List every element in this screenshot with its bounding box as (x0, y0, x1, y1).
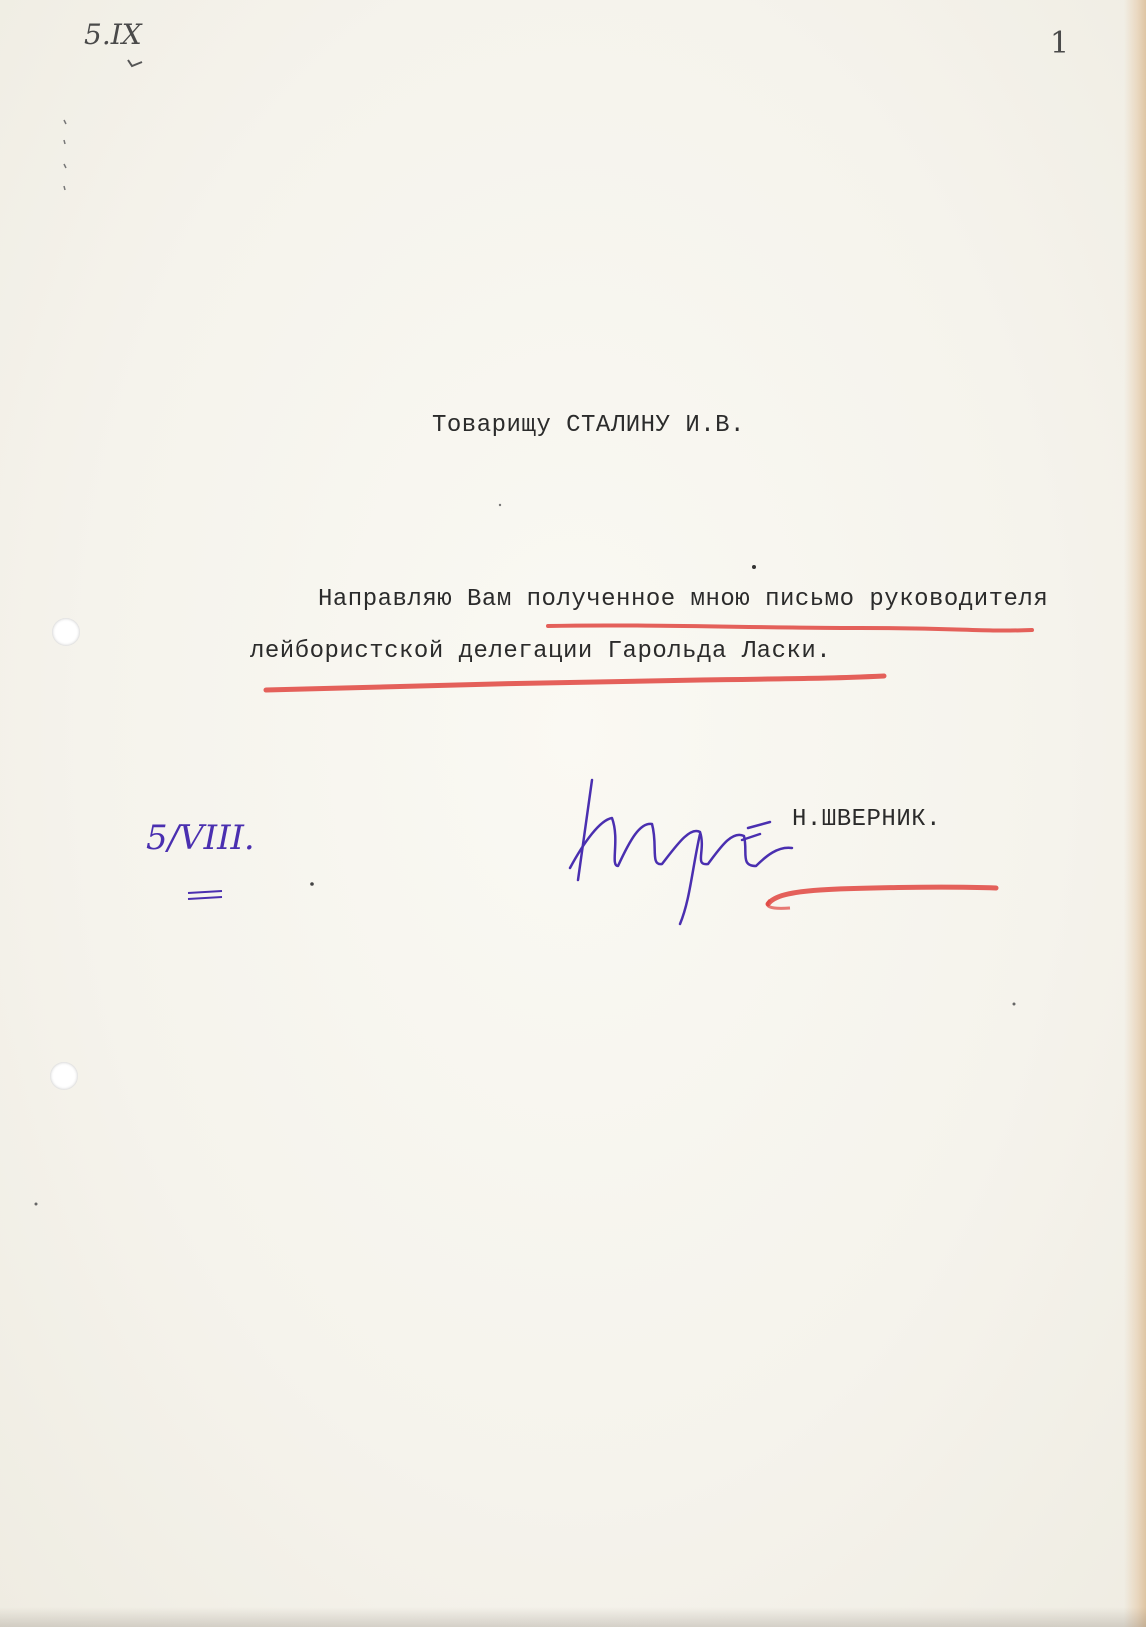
signature-scribble (570, 780, 792, 924)
page-number: 1 (1050, 26, 1070, 61)
body-line-2: лейбористской делегации Гарольда Ласки. (250, 638, 832, 665)
red-underline-body-2 (266, 676, 884, 690)
red-underline-body-1 (548, 625, 1032, 630)
red-underline-signature (768, 887, 996, 904)
addressee-line: Товарищу СТАЛИНУ И.В. (432, 412, 745, 439)
archive-note-top-left: 5.IX (84, 18, 142, 51)
body-line-1: Направляю Вам полученное мною письмо руководителя (318, 586, 1049, 613)
signature-name: Н.ШВЕРНИК. (792, 806, 942, 833)
handwritten-date: 5/VIII. (146, 818, 255, 858)
